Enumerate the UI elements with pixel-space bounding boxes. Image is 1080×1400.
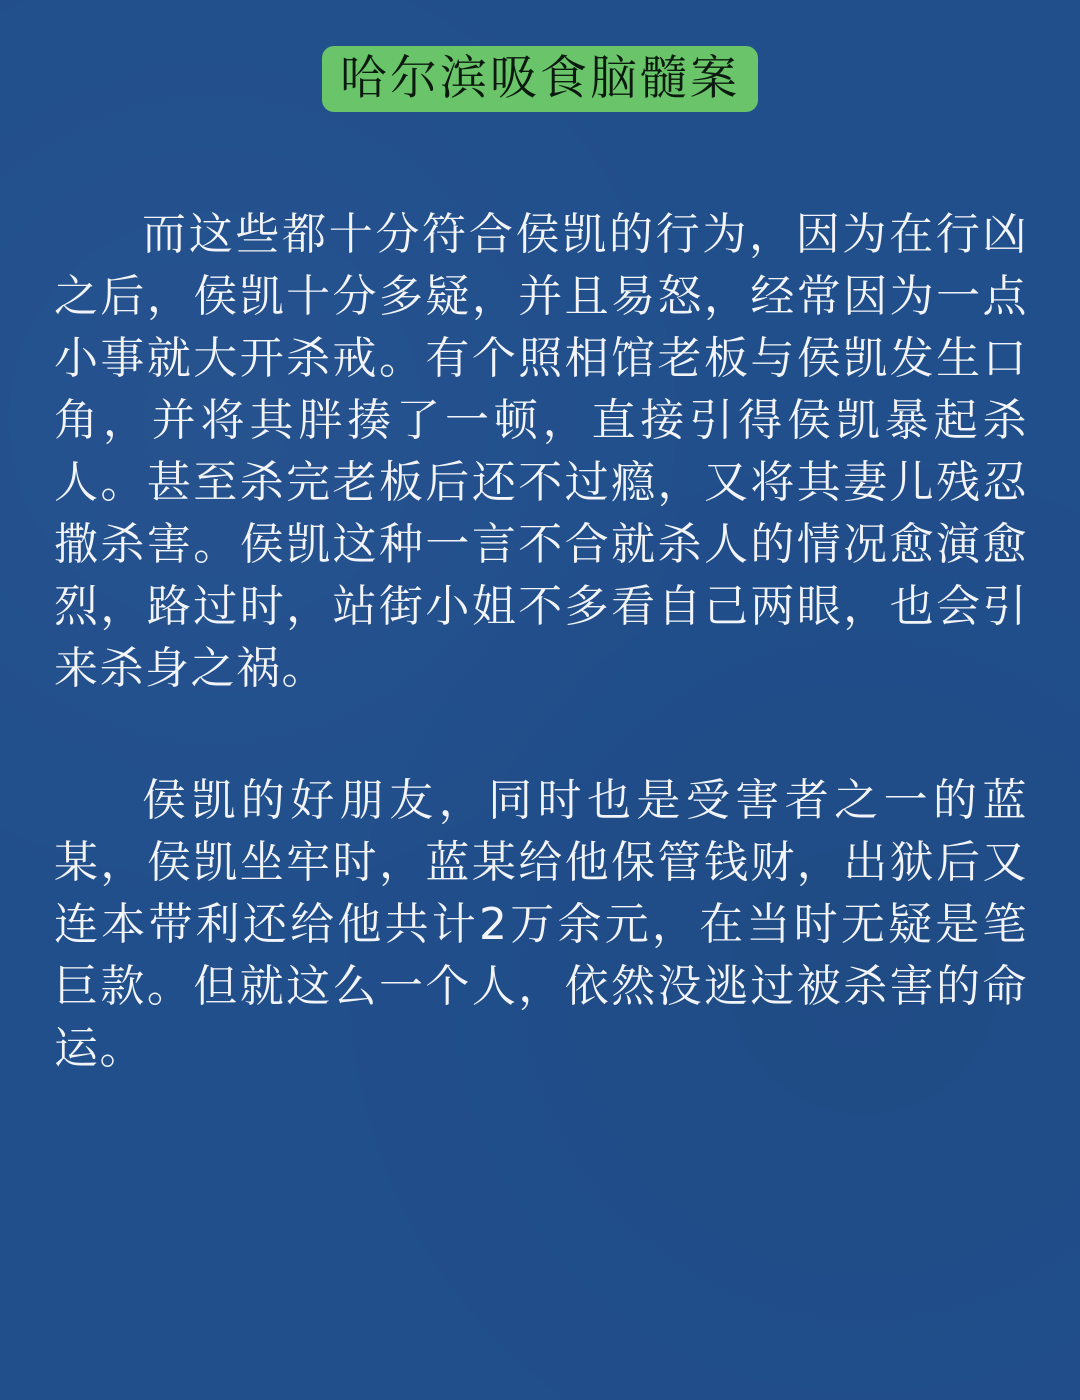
paragraph-block-1	[54, 204, 1028, 700]
paragraph-block-2	[54, 770, 1028, 1080]
page-title: 哈尔滨吸食脑髓案	[322, 46, 758, 112]
title-container	[0, 46, 1080, 112]
paragraph-2: 侯凯的好朋友，同时也是受害者之一的蓝某，侯凯坐牢时，蓝某给他保管钱财，出狱后又连本带利还给他共计2万余元，在当时无疑是笔巨款。但就这么一个人，依然没逃过被杀害的命运。	[54, 775, 1028, 1074]
paragraph-1: 而这些都十分符合侯凯的行为，因为在行凶之后，侯凯十分多疑，并且易怒，经常因为一点小事就大开杀戒。有个照相馆老板与侯凯发生口角，并将其胖揍了一顿，直接引得侯凯暴起杀人。甚至杀完老板后还不过瘾，又将其妻儿残忍撒杀害。侯凯这种一言不合就杀人的情况愈演愈烈，路过时，站街小姐不多看自己两眼，也会引来杀身之祸。	[54, 209, 1028, 694]
